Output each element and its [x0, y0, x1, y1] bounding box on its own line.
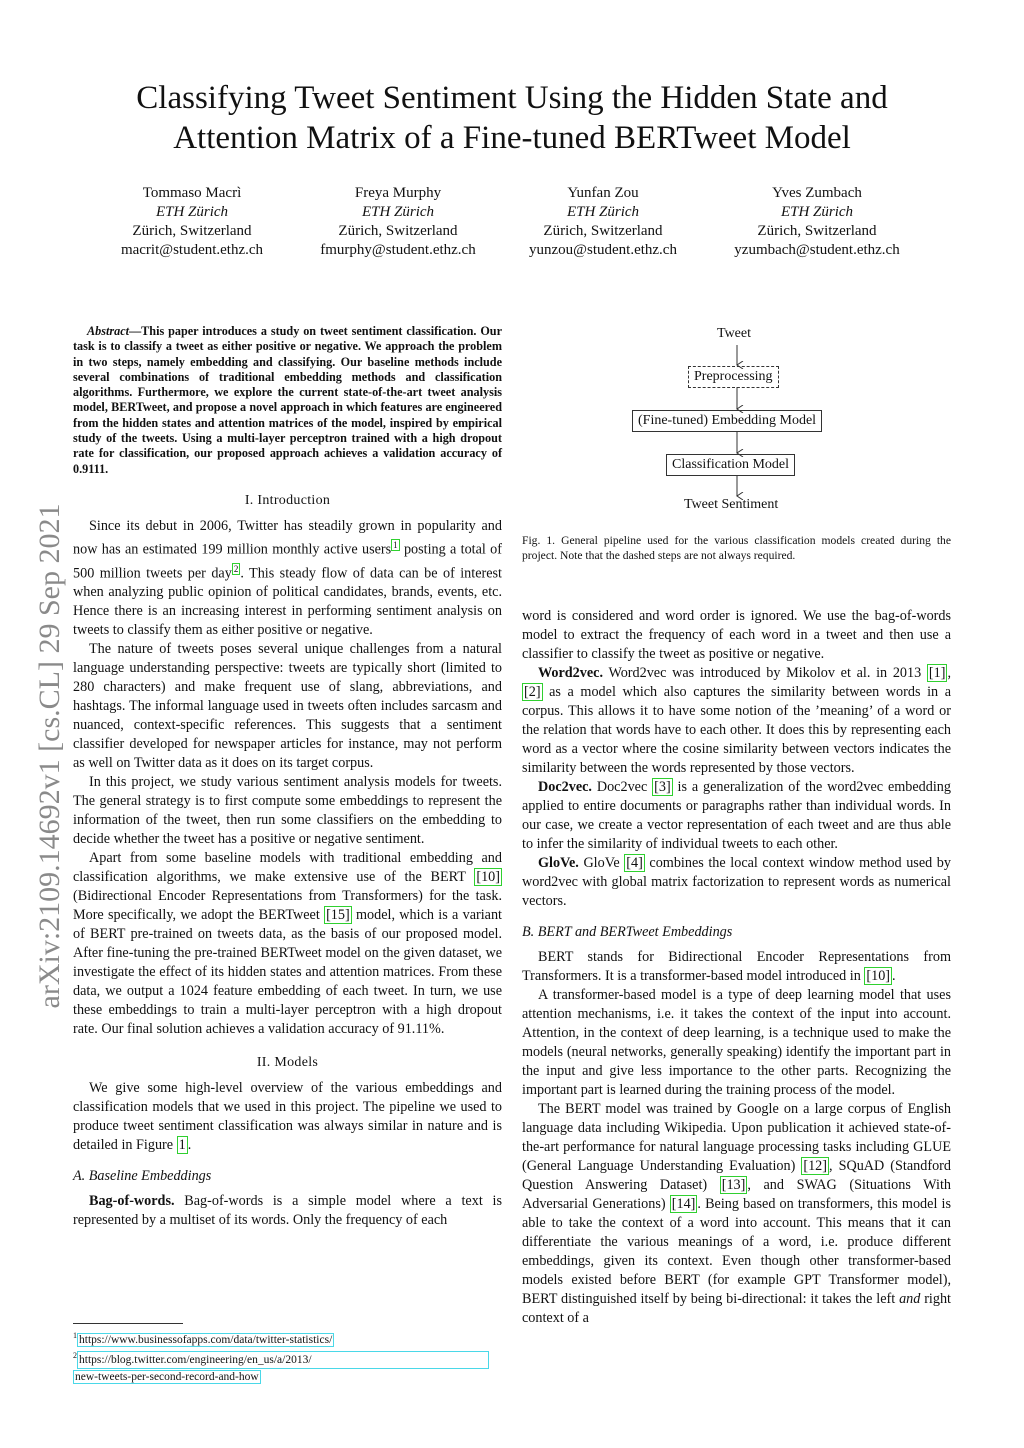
text-run: Since its debut in 2006, Twitter has steadily grown in popularity and now has an estimated 199 million monthly active users	[73, 517, 502, 558]
citation-link[interactable]: [4]	[626, 855, 643, 871]
footnote-mark: 2	[73, 1350, 77, 1360]
paper-title	[0, 78, 1024, 158]
author-affiliation: ETH Zürich	[361, 204, 435, 220]
citation-link[interactable]: [2]	[524, 684, 541, 700]
text-run: posting a total of 500 million tweets per day	[73, 541, 502, 582]
pipeline-node-preprocessing: Preprocessing	[688, 366, 779, 388]
left-column	[73, 324, 502, 1230]
text-run: Apart from some baseline models with traditional embedding and classification algorithms, we make extensive use of the BERT	[73, 850, 502, 886]
bow-continuation: word is considered and word order is ignored. We use the bag-of-words model to extract the frequency of each word in a tweet and then use a classifier to classify the tweet as positive or negative.	[522, 608, 951, 662]
bow-paragraph	[73, 1192, 502, 1230]
abstract-label: Abstract	[87, 324, 129, 338]
text-run: is a generalization of the word2vec embedding applied to entire documents or paragraphs rather than individual words. In our case, we create a vector representation of each tweet and are thus able to infer the similarity of individual tweets to each other.	[522, 779, 951, 852]
word2vec-label: Word2vec.	[538, 665, 604, 681]
footnote-rule	[73, 1323, 183, 1324]
title-line-2: Attention Matrix of a Fine-tuned BERTweet Model	[173, 120, 851, 156]
text-run: (Bidirectional Encoder Representations from Transformers) for the task. More specifically, we adopt the BERTweet	[73, 888, 502, 924]
author-affiliation: ETH Zürich	[780, 204, 854, 220]
abstract-text: —This paper introduces a study on tweet sentiment classification. Our task is to classify a tweet as either positive or negative. We approach the problem in two steps, namely embedding and classifying. Our baseline methods include several combinations of traditional embedding methods and classification algorithms. Furthermore, we explore the current state-of-the-art tweet analysis model, BERTweet, and propose a novel approach in which features are engineered from the hidden states and attention matrices of the model, inspired by empirical study of the tweets. Using a multi-layer perceptron trained with a high dropout rate for classification, our proposed approach achieves a validation accuracy of 0.9111.	[73, 324, 502, 476]
pipeline-node-sentiment: Tweet Sentiment	[684, 497, 779, 512]
bow-label: Bag-of-words.	[89, 1193, 175, 1210]
figure-reference-link[interactable]: 1	[178, 1137, 186, 1154]
text-run: BERT stands for Bidirectional Encoder Representations from Transformers. It is a transformer-based model introduced in	[522, 949, 951, 984]
text-run: .	[892, 968, 896, 984]
text-run: .	[187, 1137, 192, 1154]
bert-paragraph-3	[522, 1100, 951, 1328]
text-run: . Being based on transformers, this model is able to take the context of a word into account. This means that it can differentiate the various meanings of a word, i.e. produce different embeddings, given its context. Even though other transformer-based models existed before BERT (for example GPT Transformer model), BERT distinguished itself by being bi-directional: it takes the left	[522, 1196, 951, 1307]
pipeline-node-classification: Classification Model	[666, 454, 795, 476]
footnote-2	[73, 1348, 513, 1369]
text-run: The BERT model was trained by Google on a large corpus of English language data including Wikipedia. Upon publication it achieved state-of-the-art performance for natural language processing tasks including GLUE (General Language Understanding Evaluation)	[522, 1101, 951, 1174]
footnote-2-cont	[73, 1369, 513, 1385]
text-run: GloVe	[578, 855, 625, 871]
author-name: Yves Zumbach	[772, 185, 862, 201]
author-block-1	[87, 184, 297, 260]
author-email: fmurphy@student.ethz.ch	[320, 242, 476, 258]
text-run: Word2vec was introduced by Mikolov et al. in 2013	[603, 665, 927, 681]
text-run: model, which is a variant of BERT pre-trained on tweets data, as the basis of our proposed model. After fine-tuning the pre-trained BERTweet model on the given dataset, we investigate the effect of its hidden states and attention matrices. From these data, we output a 1024 feature embedding of each tweet. In turn, we use these embeddings to train a multi-layer perceptron with a high dropout rate. Our final solution achieves a validation accuracy of 91.11%.	[73, 907, 502, 1038]
intro-paragraph-3: In this project, we study various sentiment analysis models for tweets. The general strategy is to first compute some embeddings to represent the information of the tweet, then run some classifiers on the embedding to decide whether the tweet has a positive or negative sentiment.	[73, 774, 502, 848]
footnote-url-link[interactable]: new-tweets-per-second-record-and-how	[75, 1370, 259, 1383]
doc2vec-label: Doc2vec.	[538, 779, 592, 795]
author-location: Zürich, Switzerland	[338, 223, 458, 239]
pipeline-figure	[522, 320, 952, 520]
abstract	[73, 324, 502, 477]
citation-link[interactable]: [10]	[866, 968, 891, 984]
footnote-link-2[interactable]: 2	[233, 563, 239, 574]
citation-link[interactable]: [12]	[803, 1158, 827, 1174]
intro-paragraph-4	[73, 849, 502, 1039]
bert-paragraph-2: A transformer-based model is a type of deep learning model that uses attention mechanisms, i.e. it takes the context of the input into account. Attention, in the context of deep learning, is a technique used to make the models (neural networks, generally speaking) identify the important part in the input and give less importance to the other parts. Recognizing the important part is learned during the training process of the model.	[522, 987, 951, 1098]
author-email: yunzou@student.ethz.ch	[529, 242, 677, 258]
citation-link[interactable]: [3]	[654, 779, 671, 795]
author-email: macrit@student.ethz.ch	[120, 242, 264, 258]
footnote-url-link[interactable]: https://blog.twitter.com/engineering/en_us/a/2013/	[77, 1351, 489, 1369]
bert-paragraph-1	[522, 948, 951, 986]
author-location: Zürich, Switzerland	[543, 223, 663, 239]
emphasis-and: and	[899, 1291, 921, 1307]
citation-link[interactable]: [14]	[671, 1196, 696, 1212]
title-line-1: Classifying Tweet Sentiment Using the Hidden State and	[136, 80, 888, 116]
text-run: , SQuAD (Standford Question Answering Dataset)	[522, 1158, 951, 1193]
text-run: We give some high-level overview of the various embeddings and classification models that we used in this project. The pipeline we used to produce tweet sentiment classification was always similar in nature and is detailed in Figure	[73, 1080, 502, 1154]
footnote-link-1[interactable]: 1	[393, 539, 398, 550]
citation-link[interactable]: [15]	[326, 907, 350, 924]
text-run: . This steady flow of data can be of interest when analyzing public opinion of political candidates, brands, events, etc. Hence there is an increasing interest in performing sentiment analysis on tweets to classify them as either positive or negative.	[73, 565, 502, 639]
author-location: Zürich, Switzerland	[757, 223, 877, 239]
author-name: Tommaso Macrì	[142, 185, 242, 201]
author-name: Yunfan Zou	[567, 185, 639, 201]
subsection-heading-baseline: A. Baseline Embeddings	[73, 1168, 212, 1185]
doc2vec-paragraph	[522, 778, 951, 854]
text-run: as a model which also captures the similarity between words in a corpus. This allows it to have some notion of the ’meaning’ of a word or the relation that words have to each other. It does this by representing each word as a vector where the cosine similarity between vectors indicates the similarity between the words represented by those vectors.	[522, 684, 951, 776]
right-column	[522, 607, 951, 1328]
citation-link[interactable]: [10]	[476, 869, 500, 886]
section-heading-models: II. Models	[256, 1055, 319, 1071]
section-heading-introduction: I. Introduction	[244, 492, 331, 508]
subsection-heading-bert: B. BERT and BERTweet Embeddings	[522, 924, 733, 940]
arxiv-side-stamp: arXiv:2109.14692v1 [cs.CL] 29 Sep 2021	[33, 503, 66, 1009]
text-run: Bag-of-words is a simple model where a text is represented by a multiset of its words. Only the frequency of each	[73, 1193, 502, 1229]
glove-paragraph	[522, 854, 951, 911]
citation-link[interactable]: [1]	[928, 665, 946, 681]
models-paragraph-1	[73, 1079, 502, 1155]
citation-link[interactable]: [13]	[721, 1177, 746, 1193]
figure-caption: Fig. 1. General pipeline used for the various classification models created during the project. Note that the dashed steps are not always required.	[522, 534, 951, 562]
intro-paragraph-2: The nature of tweets poses several unique challenges from a natural language understanding perspective: tweets are typically short (limited to 280 characters) and make frequent use of slang, abbreviations, and hashtags. The informal language used in tweets often includes sarcasm and nuanced, context-specific references. This suggests that a sentiment classifier developed for newspaper articles for instance, may not perform as well on Twitter data as it does on its target corpus.	[73, 641, 502, 772]
intro-paragraph-1	[73, 517, 502, 640]
pipeline-node-embedding: (Fine-tuned) Embedding Model	[632, 410, 822, 432]
author-email: yzumbach@student.ethz.ch	[734, 242, 900, 258]
footnote-mark: 1	[73, 1331, 77, 1340]
author-block-3	[498, 184, 708, 260]
text-run: ,	[947, 665, 951, 681]
footnote-url-link[interactable]: https://www.businessofapps.com/data/twitter-statistics/	[79, 1333, 333, 1346]
text-run: combines the local context window method used by word2vec with global matrix factorization to represent words as numerical vectors.	[522, 855, 951, 909]
text-run: right context of a	[522, 1291, 951, 1326]
text-run: , and SWAG (Situations With Adversarial Generations)	[522, 1177, 951, 1212]
author-location: Zürich, Switzerland	[132, 223, 252, 239]
author-block-2	[293, 184, 503, 260]
text-run: Doc2vec	[591, 779, 653, 795]
word2vec-paragraph	[522, 664, 951, 778]
author-affiliation: ETH Zürich	[155, 204, 229, 220]
footnotes	[73, 1328, 513, 1385]
pipeline-node-tweet: Tweet	[717, 326, 752, 341]
author-affiliation: ETH Zürich	[566, 204, 640, 220]
glove-label: GloVe.	[538, 855, 579, 871]
author-name: Freya Murphy	[354, 185, 442, 201]
author-block-4	[712, 184, 922, 260]
footnote-1	[73, 1328, 513, 1348]
